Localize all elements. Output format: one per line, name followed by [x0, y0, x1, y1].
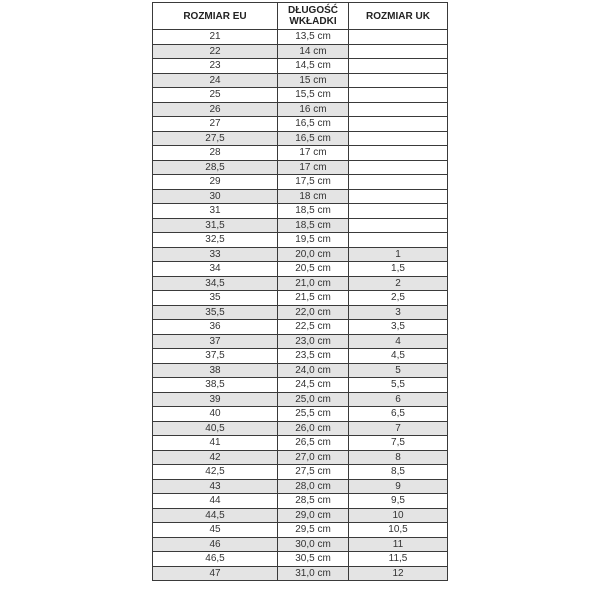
cell-uk-size — [349, 45, 448, 60]
cell-uk-size — [349, 204, 448, 219]
cell-insole-length: 23,0 cm — [278, 335, 349, 350]
cell-uk-size: 6 — [349, 393, 448, 408]
cell-eu-size: 31,5 — [153, 219, 278, 234]
table-row — [153, 494, 448, 509]
cell-eu-size: 40,5 — [153, 422, 278, 437]
cell-eu-size: 32,5 — [153, 233, 278, 248]
cell-insole-length: 23,5 cm — [278, 349, 349, 364]
cell-eu-size: 34,5 — [153, 277, 278, 292]
cell-insole-length: 18 cm — [278, 190, 349, 205]
cell-insole-length: 20,5 cm — [278, 262, 349, 277]
cell-uk-size: 10,5 — [349, 523, 448, 538]
table-row — [153, 291, 448, 306]
cell-insole-length: 17 cm — [278, 161, 349, 176]
table-row — [153, 393, 448, 408]
cell-uk-size — [349, 190, 448, 205]
cell-eu-size: 25 — [153, 88, 278, 103]
cell-eu-size: 30 — [153, 190, 278, 205]
cell-uk-size: 5,5 — [349, 378, 448, 393]
cell-insole-length: 22,5 cm — [278, 320, 349, 335]
cell-insole-length: 30,0 cm — [278, 538, 349, 553]
cell-uk-size: 10 — [349, 509, 448, 524]
table-row — [153, 146, 448, 161]
cell-uk-size: 2,5 — [349, 291, 448, 306]
table-row — [153, 45, 448, 60]
cell-uk-size: 3 — [349, 306, 448, 321]
cell-eu-size: 29 — [153, 175, 278, 190]
cell-insole-length: 16,5 cm — [278, 132, 349, 147]
cell-insole-length: 24,5 cm — [278, 378, 349, 393]
table-row — [153, 422, 448, 437]
header-eu-size: ROZMIAR EU — [153, 3, 278, 30]
cell-eu-size: 38,5 — [153, 378, 278, 393]
table-row — [153, 88, 448, 103]
cell-uk-size — [349, 30, 448, 45]
cell-uk-size: 8 — [349, 451, 448, 466]
cell-eu-size: 23 — [153, 59, 278, 74]
cell-insole-length: 16 cm — [278, 103, 349, 118]
table-row — [153, 190, 448, 205]
cell-insole-length: 27,5 cm — [278, 465, 349, 480]
cell-insole-length: 26,5 cm — [278, 436, 349, 451]
cell-eu-size: 37 — [153, 335, 278, 350]
cell-eu-size: 34 — [153, 262, 278, 277]
table-row — [153, 538, 448, 553]
cell-eu-size: 26 — [153, 103, 278, 118]
cell-uk-size: 8,5 — [349, 465, 448, 480]
cell-uk-size — [349, 132, 448, 147]
table-row — [153, 30, 448, 45]
table-row — [153, 436, 448, 451]
cell-uk-size: 12 — [349, 567, 448, 582]
cell-eu-size: 46 — [153, 538, 278, 553]
cell-eu-size: 22 — [153, 45, 278, 60]
cell-eu-size: 27 — [153, 117, 278, 132]
cell-insole-length: 28,0 cm — [278, 480, 349, 495]
cell-eu-size: 28 — [153, 146, 278, 161]
cell-eu-size: 35,5 — [153, 306, 278, 321]
cell-uk-size: 2 — [349, 277, 448, 292]
table-row — [153, 74, 448, 89]
cell-uk-size — [349, 59, 448, 74]
table-row — [153, 364, 448, 379]
cell-uk-size — [349, 175, 448, 190]
table-row — [153, 320, 448, 335]
cell-eu-size: 35 — [153, 291, 278, 306]
table-row — [153, 117, 448, 132]
cell-insole-length: 15,5 cm — [278, 88, 349, 103]
cell-uk-size: 9,5 — [349, 494, 448, 509]
table-row — [153, 306, 448, 321]
cell-uk-size: 1,5 — [349, 262, 448, 277]
header-insole-length: DŁUGOŚĆ WKŁADKI — [278, 3, 349, 30]
cell-uk-size — [349, 103, 448, 118]
cell-insole-length: 14 cm — [278, 45, 349, 60]
cell-insole-length: 15 cm — [278, 74, 349, 89]
table-row — [153, 233, 448, 248]
table-row — [153, 204, 448, 219]
cell-insole-length: 20,0 cm — [278, 248, 349, 263]
cell-eu-size: 38 — [153, 364, 278, 379]
cell-uk-size: 11,5 — [349, 552, 448, 567]
cell-eu-size: 31 — [153, 204, 278, 219]
cell-insole-length: 21,0 cm — [278, 277, 349, 292]
table-row — [153, 451, 448, 466]
cell-uk-size — [349, 161, 448, 176]
cell-eu-size: 28,5 — [153, 161, 278, 176]
table-row — [153, 407, 448, 422]
cell-eu-size: 42,5 — [153, 465, 278, 480]
cell-eu-size: 40 — [153, 407, 278, 422]
cell-insole-length: 18,5 cm — [278, 219, 349, 234]
table-row — [153, 132, 448, 147]
table-row — [153, 262, 448, 277]
table-row — [153, 567, 448, 582]
cell-insole-length: 31,0 cm — [278, 567, 349, 582]
table-row — [153, 509, 448, 524]
header-uk-size: ROZMIAR UK — [349, 3, 448, 30]
cell-eu-size: 46,5 — [153, 552, 278, 567]
cell-insole-length: 21,5 cm — [278, 291, 349, 306]
cell-eu-size: 27,5 — [153, 132, 278, 147]
cell-eu-size: 47 — [153, 567, 278, 582]
cell-eu-size: 39 — [153, 393, 278, 408]
cell-eu-size: 24 — [153, 74, 278, 89]
cell-insole-length: 28,5 cm — [278, 494, 349, 509]
cell-insole-length: 13,5 cm — [278, 30, 349, 45]
table-row — [153, 465, 448, 480]
cell-uk-size: 6,5 — [349, 407, 448, 422]
table-row — [153, 349, 448, 364]
table-body — [153, 30, 448, 581]
cell-insole-length: 30,5 cm — [278, 552, 349, 567]
cell-uk-size: 3,5 — [349, 320, 448, 335]
table-row — [153, 59, 448, 74]
table-row — [153, 248, 448, 263]
table-row — [153, 161, 448, 176]
cell-eu-size: 33 — [153, 248, 278, 263]
cell-eu-size: 44 — [153, 494, 278, 509]
cell-uk-size — [349, 233, 448, 248]
cell-insole-length: 24,0 cm — [278, 364, 349, 379]
table-row — [153, 552, 448, 567]
cell-insole-length: 25,5 cm — [278, 407, 349, 422]
cell-uk-size: 7 — [349, 422, 448, 437]
cell-insole-length: 29,0 cm — [278, 509, 349, 524]
cell-insole-length: 26,0 cm — [278, 422, 349, 437]
cell-uk-size: 1 — [349, 248, 448, 263]
cell-insole-length: 14,5 cm — [278, 59, 349, 74]
cell-eu-size: 44,5 — [153, 509, 278, 524]
cell-insole-length: 18,5 cm — [278, 204, 349, 219]
cell-uk-size: 4 — [349, 335, 448, 350]
table-row — [153, 219, 448, 234]
table-row — [153, 335, 448, 350]
cell-insole-length: 19,5 cm — [278, 233, 349, 248]
cell-uk-size: 4,5 — [349, 349, 448, 364]
cell-uk-size — [349, 88, 448, 103]
table-row — [153, 277, 448, 292]
cell-uk-size: 11 — [349, 538, 448, 553]
table-row — [153, 480, 448, 495]
cell-uk-size — [349, 117, 448, 132]
table-row — [153, 523, 448, 538]
cell-insole-length: 17 cm — [278, 146, 349, 161]
cell-uk-size — [349, 146, 448, 161]
cell-eu-size: 43 — [153, 480, 278, 495]
cell-eu-size: 21 — [153, 30, 278, 45]
cell-insole-length: 17,5 cm — [278, 175, 349, 190]
size-chart-table — [152, 2, 448, 581]
cell-uk-size — [349, 74, 448, 89]
cell-uk-size: 7,5 — [349, 436, 448, 451]
table-row — [153, 378, 448, 393]
cell-uk-size: 9 — [349, 480, 448, 495]
cell-insole-length: 25,0 cm — [278, 393, 349, 408]
table-header-row — [153, 3, 448, 30]
cell-eu-size: 42 — [153, 451, 278, 466]
cell-eu-size: 37,5 — [153, 349, 278, 364]
cell-eu-size: 45 — [153, 523, 278, 538]
cell-eu-size: 41 — [153, 436, 278, 451]
table-row — [153, 103, 448, 118]
cell-insole-length: 16,5 cm — [278, 117, 349, 132]
cell-uk-size — [349, 219, 448, 234]
cell-uk-size: 5 — [349, 364, 448, 379]
cell-eu-size: 36 — [153, 320, 278, 335]
cell-insole-length: 22,0 cm — [278, 306, 349, 321]
cell-insole-length: 29,5 cm — [278, 523, 349, 538]
cell-insole-length: 27,0 cm — [278, 451, 349, 466]
table-row — [153, 175, 448, 190]
